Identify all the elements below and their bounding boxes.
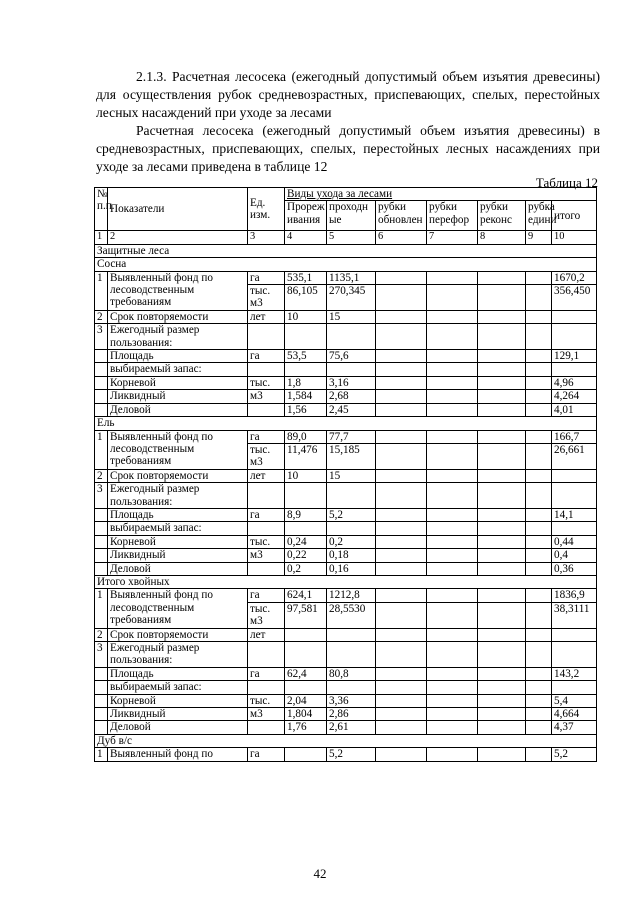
cell: 26,661 xyxy=(552,443,597,469)
cell: Ликвидный xyxy=(108,549,248,562)
cell: 2,86 xyxy=(327,708,376,721)
cell: 4,264 xyxy=(552,390,597,403)
cell: 0,16 xyxy=(327,562,376,575)
cell: 53,5 xyxy=(285,350,327,363)
cell: Выявленный фонд по лесоводственным требованиям xyxy=(108,430,248,469)
cell: Срок повторяемости xyxy=(108,628,248,641)
table-row xyxy=(95,628,597,641)
cell: 80,8 xyxy=(327,667,376,680)
header-kinds: Виды ухода за лесами xyxy=(285,188,597,201)
cell: Ежегодный размер пользования: xyxy=(108,642,248,668)
table-row xyxy=(95,708,597,721)
col-num: 4 xyxy=(285,231,327,244)
table-row xyxy=(95,562,597,575)
cell: Срок повторяемости xyxy=(108,469,248,482)
cell: 270,345 xyxy=(327,285,376,311)
cell: Корневой xyxy=(108,376,248,389)
cell: 356,450 xyxy=(552,285,597,311)
cell: 2 xyxy=(95,469,108,482)
cell: 2 xyxy=(95,628,108,641)
col-num: 2 xyxy=(108,231,248,244)
cell: Площадь xyxy=(108,350,248,363)
cell: 15 xyxy=(327,469,376,482)
cell: га xyxy=(248,508,285,521)
col-num: 7 xyxy=(427,231,478,244)
cell: тыс. м3 xyxy=(248,285,285,311)
cell: тыс. м3 xyxy=(248,443,285,469)
cell: 1 xyxy=(95,589,108,628)
section-row xyxy=(95,734,597,747)
table-caption: Таблица 12 xyxy=(535,175,598,190)
header-num: № п.п. xyxy=(95,188,108,231)
table-row xyxy=(95,376,597,389)
header-passing: проходн ые xyxy=(327,201,376,231)
section-row xyxy=(95,417,597,430)
table-row xyxy=(95,535,597,548)
header-total: итого xyxy=(552,201,597,231)
cell: 4,96 xyxy=(552,376,597,389)
table-row xyxy=(95,694,597,707)
cell: 4,37 xyxy=(552,721,597,734)
table-row xyxy=(95,667,597,680)
cell: 3,16 xyxy=(327,376,376,389)
table-row xyxy=(95,549,597,562)
cell: тыс. xyxy=(248,694,285,707)
table-row xyxy=(95,522,597,535)
cell: Деловой xyxy=(108,403,248,416)
cell: га xyxy=(248,271,285,284)
table-row xyxy=(95,721,597,734)
forest-cutting-table xyxy=(94,187,597,762)
cell: Ликвидный xyxy=(108,390,248,403)
cell: 0,2 xyxy=(327,535,376,548)
cell: 0,36 xyxy=(552,562,597,575)
cell: га xyxy=(248,430,285,443)
cell: 3,36 xyxy=(327,694,376,707)
cell: 38,3111 xyxy=(552,602,597,628)
col-num: 5 xyxy=(327,231,376,244)
section-oak: Дуб в/с xyxy=(95,734,597,747)
table-row xyxy=(95,403,597,416)
cell: 5,4 xyxy=(552,694,597,707)
cell: 1 xyxy=(95,430,108,469)
cell: 15 xyxy=(327,310,376,323)
section-total-conifers: Итого хвойных xyxy=(95,575,597,588)
col-num: 8 xyxy=(478,231,526,244)
table-row xyxy=(95,681,597,694)
cell: Ежегодный размер пользования: xyxy=(108,324,248,350)
cell: 0,4 xyxy=(552,549,597,562)
cell: 1,76 xyxy=(285,721,327,734)
cell: 624,1 xyxy=(285,589,327,602)
cell: Выявленный фонд по лесоводственным требованиям xyxy=(108,271,248,310)
cell: 8,9 xyxy=(285,508,327,521)
table-row xyxy=(95,390,597,403)
cell: 3 xyxy=(95,324,108,350)
cell: 1,584 xyxy=(285,390,327,403)
table-row xyxy=(95,350,597,363)
cell: Корневой xyxy=(108,694,248,707)
cell: 2,68 xyxy=(327,390,376,403)
table-row xyxy=(95,310,597,323)
cell: тыс. xyxy=(248,535,285,548)
section-row xyxy=(95,575,597,588)
cell: 10 xyxy=(285,469,327,482)
cell: 4,664 xyxy=(552,708,597,721)
cell: га xyxy=(248,589,285,602)
cell: 535,1 xyxy=(285,271,327,284)
cell: 1,56 xyxy=(285,403,327,416)
table-row xyxy=(95,483,597,509)
cell: 3 xyxy=(95,483,108,509)
col-num: 1 xyxy=(95,231,108,244)
table-row xyxy=(95,748,597,761)
cell: выбираемый запас: xyxy=(108,681,248,694)
section-row xyxy=(95,258,597,271)
cell: м3 xyxy=(248,549,285,562)
cell: 4,01 xyxy=(552,403,597,416)
table-row xyxy=(95,589,597,602)
col-num: 3 xyxy=(248,231,285,244)
section-pine: Сосна xyxy=(95,258,597,271)
cell: 1836,9 xyxy=(552,589,597,602)
cell: тыс. м3 xyxy=(248,602,285,628)
col-num: 9 xyxy=(526,231,552,244)
paragraph-heading: 2.1.3. Расчетная лесосека (ежегодный допустимый объем изъятия древесины) для осуществления рубок средневозрастных, приспевающих, спелых, перестойных лесных насаждений при уходе за лесами xyxy=(96,69,600,120)
cell: 97,581 xyxy=(285,602,327,628)
table-row xyxy=(95,642,597,668)
cell: 166,7 xyxy=(552,430,597,443)
cell: лет xyxy=(248,628,285,641)
cell: 5,2 xyxy=(552,748,597,761)
cell: 3 xyxy=(95,642,108,668)
cell: Срок повторяемости xyxy=(108,310,248,323)
cell: 0,2 xyxy=(285,562,327,575)
cell: Деловой xyxy=(108,721,248,734)
cell: 2 xyxy=(95,310,108,323)
cell: выбираемый запас: xyxy=(108,363,248,376)
cell: м3 xyxy=(248,708,285,721)
cell: га xyxy=(248,667,285,680)
cell: выбираемый запас: xyxy=(108,522,248,535)
cell: 0,44 xyxy=(552,535,597,548)
col-num: 6 xyxy=(376,231,427,244)
cell: 14,1 xyxy=(552,508,597,521)
header-unit: Ед. изм. xyxy=(248,188,285,231)
header-reform: рубки перефор xyxy=(427,201,478,231)
cell: 1,8 xyxy=(285,376,327,389)
header-thinning: Прореж ивания xyxy=(285,201,327,231)
cell: 1 xyxy=(95,748,108,761)
table-row xyxy=(95,430,597,443)
table-row xyxy=(95,324,597,350)
cell: Ликвидный xyxy=(108,708,248,721)
table-row xyxy=(95,469,597,482)
cell: 11,476 xyxy=(285,443,327,469)
cell: Площадь xyxy=(108,508,248,521)
paragraph-body: Расчетная лесосека (ежегодный допустимый объем изъятия древесины) в средневозрастных, приспевающих, спелых, перестойных лесных насаждениях при уходе за лесами приведена в таблице 12 xyxy=(96,123,600,174)
cell: лет xyxy=(248,469,285,482)
section-row xyxy=(95,244,597,257)
cell: лет xyxy=(248,310,285,323)
cell: Площадь xyxy=(108,667,248,680)
cell: 5,2 xyxy=(327,748,376,761)
header-recons: рубки реконс xyxy=(478,201,526,231)
page-number: 42 xyxy=(313,866,327,881)
cell: 77,7 xyxy=(327,430,376,443)
cell: 62,4 xyxy=(285,667,327,680)
cell: 5,2 xyxy=(327,508,376,521)
column-number-row xyxy=(95,231,597,244)
cell: га xyxy=(248,748,285,761)
col-num: 10 xyxy=(552,231,597,244)
cell: 75,6 xyxy=(327,350,376,363)
header-single: рубка едини xyxy=(526,201,552,231)
cell: 1135,1 xyxy=(327,271,376,284)
cell: 2,61 xyxy=(327,721,376,734)
cell: Корневой xyxy=(108,535,248,548)
cell: Выявленный фонд по xyxy=(108,748,248,761)
section-spruce: Ель xyxy=(95,417,597,430)
table-row xyxy=(95,363,597,376)
cell: 0,22 xyxy=(285,549,327,562)
cell: 86,105 xyxy=(285,285,327,311)
cell: 15,185 xyxy=(327,443,376,469)
cell: 1,804 xyxy=(285,708,327,721)
cell: 129,1 xyxy=(552,350,597,363)
cell: 10 xyxy=(285,310,327,323)
header-indicators: Показатели xyxy=(108,188,248,231)
cell: тыс. xyxy=(248,376,285,389)
header-renewal: рубки обновлен xyxy=(376,201,427,231)
cell: Деловой xyxy=(108,562,248,575)
cell: 2,45 xyxy=(327,403,376,416)
cell: 2,04 xyxy=(285,694,327,707)
cell: га xyxy=(248,350,285,363)
cell: м3 xyxy=(248,390,285,403)
cell: Выявленный фонд по лесоводственным требованиям xyxy=(108,589,248,628)
table-row xyxy=(95,271,597,284)
cell: 1670,2 xyxy=(552,271,597,284)
cell: 28,5530 xyxy=(327,602,376,628)
cell: 0,18 xyxy=(327,549,376,562)
cell: 1 xyxy=(95,271,108,310)
table-header-row xyxy=(95,188,597,201)
cell: 0,24 xyxy=(285,535,327,548)
cell: Ежегодный размер пользования: xyxy=(108,483,248,509)
section-protective: Защитные леса xyxy=(95,244,597,257)
cell: 89,0 xyxy=(285,430,327,443)
cell: 1212,8 xyxy=(327,589,376,602)
cell: 143,2 xyxy=(552,667,597,680)
table-row xyxy=(95,508,597,521)
